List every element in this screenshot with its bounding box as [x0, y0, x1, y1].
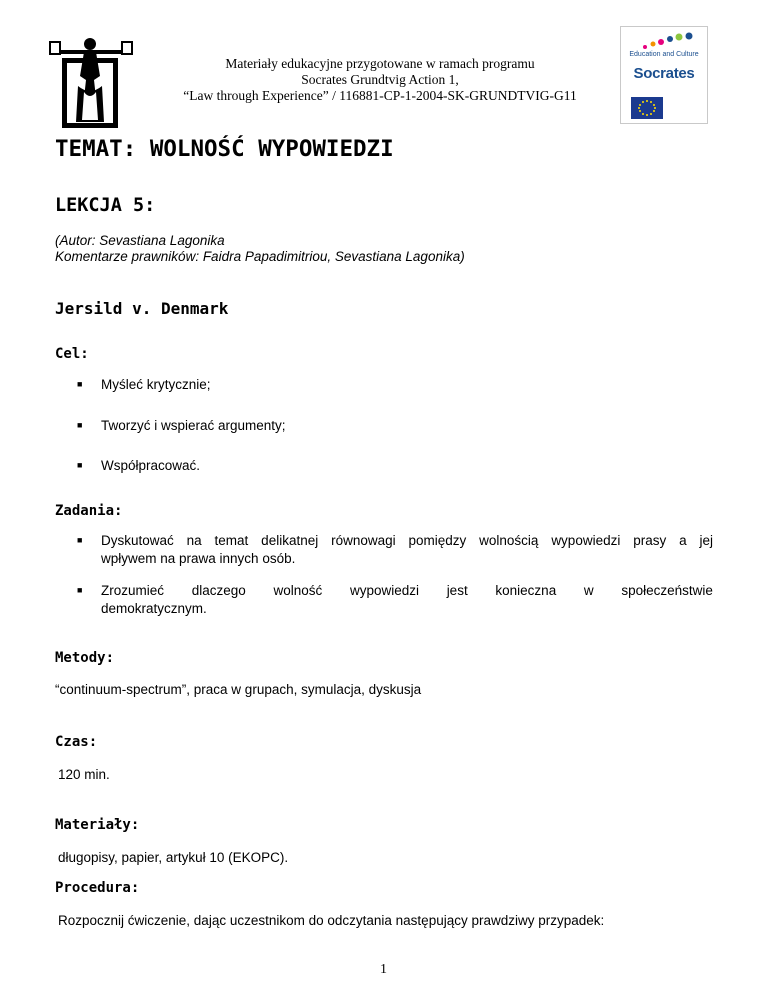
time-heading: Czas: — [55, 734, 98, 750]
tasks-heading: Zadania: — [55, 503, 123, 519]
methods-text: “continuum-spectrum”, praca w grupach, symulacja, dyskusja — [55, 682, 422, 697]
dots-graphic-icon — [639, 31, 695, 51]
logo-brand: Socrates — [633, 65, 695, 82]
bullet-icon: ■ — [77, 420, 83, 430]
task-1-line-2: wpływem na prawa innych osób. — [101, 551, 296, 566]
eu-flag-icon — [631, 97, 663, 119]
author-info — [55, 233, 465, 265]
task-1-line-1: Dyskutować na temat delikatnej równowagi pomiędzy wolnością wypowiedzi prasy a jej — [101, 533, 713, 548]
procedure-heading: Procedura: — [55, 880, 140, 896]
goal-item: Tworzyć i wspierać argumenty; — [101, 418, 286, 433]
task-2-line-1: Zrozumieć dlaczego wolność wypowiedzi jest konieczna w społeczeństwie — [101, 583, 713, 598]
header-line-3: “Law through Experience” / 116881-CP-1-2004-SK-GRUNDTVIG-G11 — [183, 88, 577, 103]
header-line-1: Materiały edukacyjne przygotowane w ramach programu — [225, 56, 535, 71]
topic-title: TEMAT: WOLNOŚĆ WYPOWIEDZI — [55, 136, 394, 162]
methods-heading: Metody: — [55, 650, 115, 666]
materials-text: długopisy, papier, artykuł 10 (EKOPC). — [58, 850, 289, 865]
case-title: Jersild v. Denmark — [55, 299, 229, 318]
program-header — [150, 56, 610, 104]
socrates-logo — [620, 26, 708, 124]
author-line: (Autor: Sevastiana Lagonika — [55, 233, 225, 248]
goal-item: Myśleć krytycznie; — [101, 377, 211, 392]
materials-heading: Materiały: — [55, 817, 140, 833]
header-line-2: Socrates Grundtvig Action 1, — [301, 72, 459, 87]
bullet-icon: ■ — [77, 460, 83, 470]
bullet-icon: ■ — [77, 585, 83, 595]
page-number: 1 — [380, 962, 387, 977]
procedure-text: Rozpocznij ćwiczenie, dając uczestnikom do odczytania następujący prawdziwy przypadek: — [58, 913, 605, 928]
logo-subtitle: Education and Culture — [629, 51, 699, 58]
bullet-icon: ■ — [77, 535, 83, 545]
goal-item: Współpracować. — [101, 458, 201, 473]
goal-heading: Cel: — [55, 346, 89, 362]
commentators-line: Komentarze prawników: Faidra Papadimitriou, Sevastiana Lagonika) — [55, 249, 465, 264]
task-2-line-2: demokratycznym. — [101, 601, 207, 616]
lady-justice-logo — [48, 36, 134, 130]
task-item-1 — [101, 532, 713, 568]
task-item-2 — [101, 582, 713, 618]
time-text: 120 min. — [58, 767, 110, 782]
bullet-icon: ■ — [77, 379, 83, 389]
lesson-title: LEKCJA 5: — [55, 195, 156, 216]
